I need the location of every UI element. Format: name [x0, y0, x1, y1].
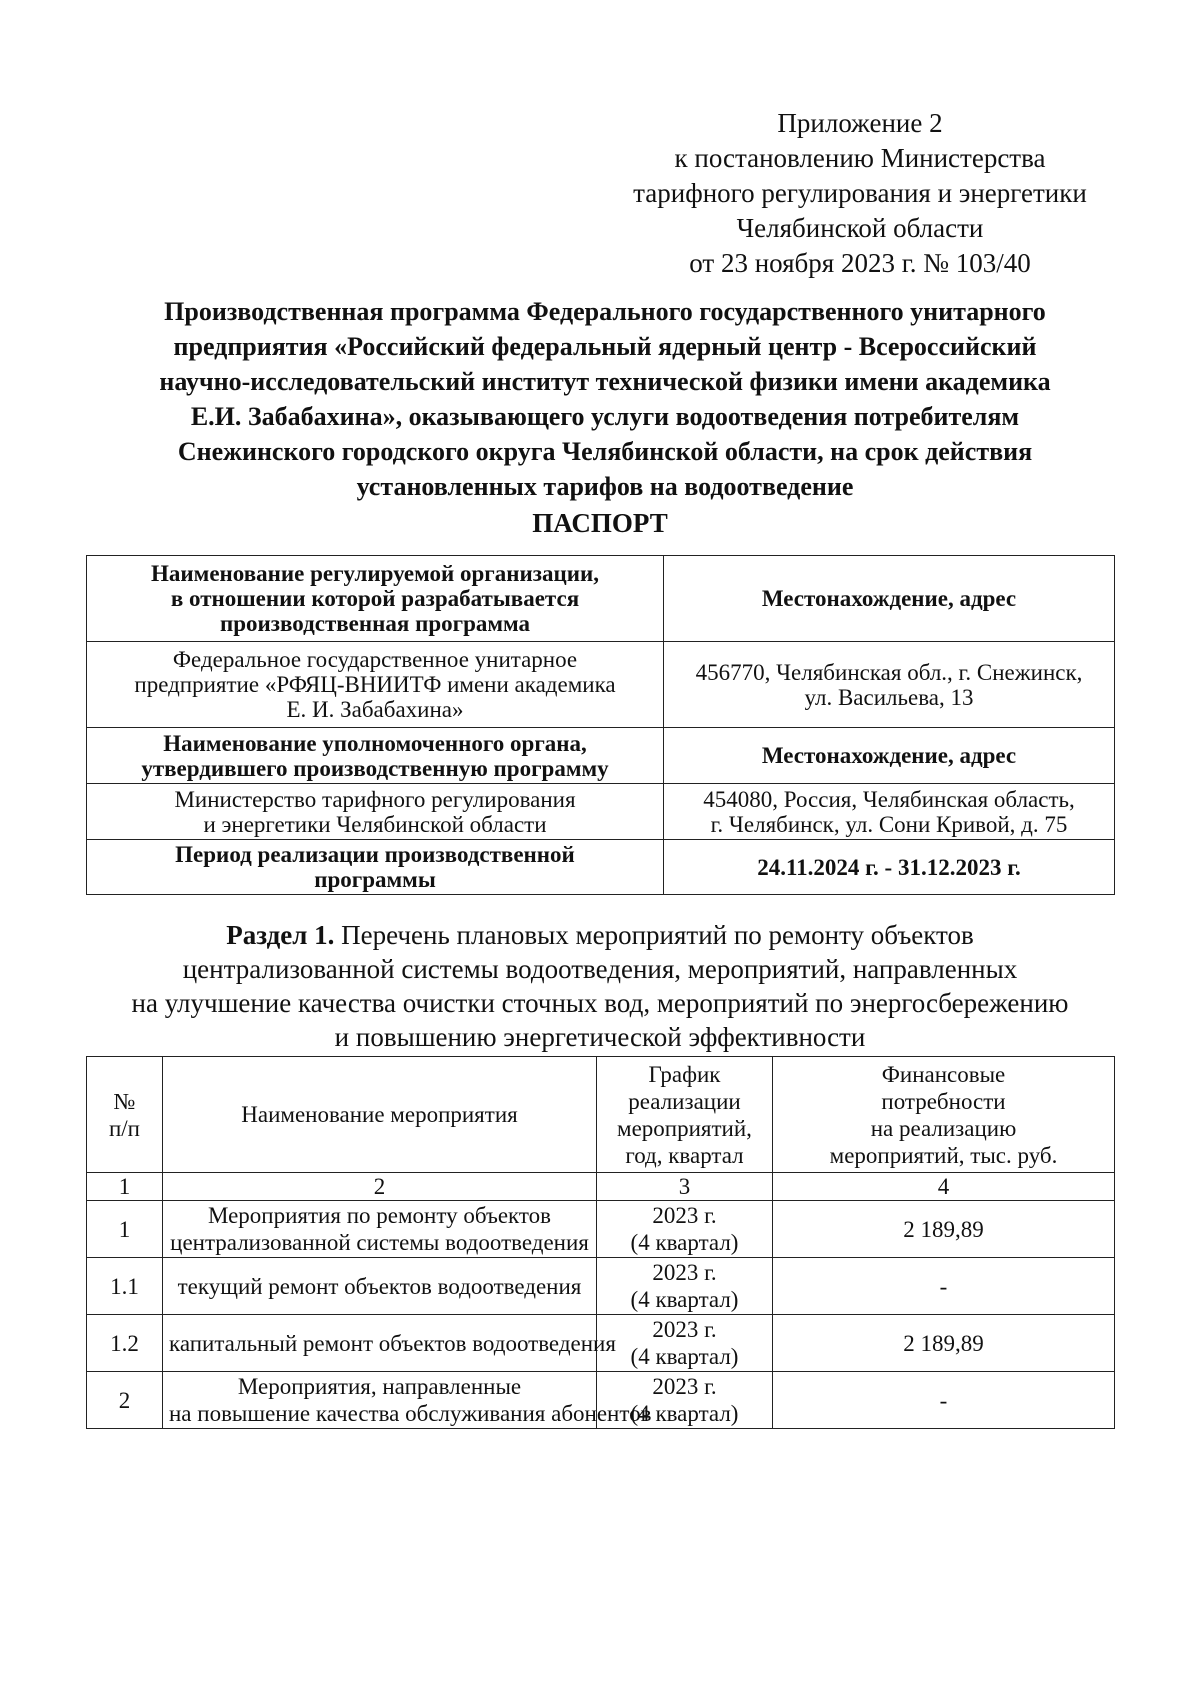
column-number-cell: 2 [163, 1173, 597, 1201]
authority-name-line: и энергетики Челябинской области [203, 811, 547, 837]
passport-row [87, 840, 1115, 895]
authority-address-line: 454080, Россия, Челябинская область, [703, 786, 1075, 812]
row-schedule-line: (4 квартал) [630, 1230, 739, 1255]
row-finance-cell: - [773, 1258, 1115, 1315]
appendix-reference [580, 106, 1140, 281]
schedule-header-line: мероприятий, [617, 1115, 752, 1141]
row-num-cell: 2 [87, 1372, 163, 1429]
authority-name-cell [87, 784, 664, 840]
name-header-cell: Наименование мероприятия [163, 1057, 597, 1173]
title-line: установленных тарифов на водоотведение [356, 472, 854, 501]
column-number-cell: 3 [597, 1173, 773, 1201]
org-header-line: Наименование регулируемой организации, [151, 561, 599, 586]
row-name-line: централизованной системы водоотведения [170, 1230, 589, 1255]
authority-header-line: утвердившего производственную программу [141, 755, 609, 781]
passport-row [87, 642, 1115, 728]
authority-address-header-cell: Местонахождение, адрес [664, 728, 1115, 784]
num-header-line: № [113, 1088, 136, 1114]
authority-name-line: Министерство тарифного регулирования [174, 786, 576, 812]
org-name-line: Е. И. Забабахина» [286, 697, 464, 722]
section-heading-text: Перечень плановых мероприятий по ремонту объектов [334, 920, 974, 950]
section-1-heading [80, 918, 1120, 1054]
authority-address-cell [664, 784, 1115, 840]
section-heading-line: на улучшение качества очистки сточных вод, мероприятий по энергосбережению [131, 988, 1069, 1018]
org-address-line: ул. Васильева, 13 [804, 684, 974, 710]
finance-header-line: Финансовые [881, 1061, 1006, 1087]
row-name-line: капитальный ремонт объектов водоотведения [169, 1330, 616, 1356]
authority-header-line: Наименование уполномоченного органа, [163, 730, 587, 756]
row-finance-cell: 2 189,89 [773, 1201, 1115, 1258]
schedule-header-line: реализации [628, 1088, 741, 1114]
schedule-header-line: год, квартал [625, 1142, 744, 1168]
row-name-cell [163, 1201, 597, 1258]
appendix-line: от 23 ноября 2023 г. № 103/40 [689, 248, 1031, 278]
row-num-cell: 1.2 [87, 1315, 163, 1372]
row-name-line: Мероприятия по ремонту объектов [207, 1203, 552, 1228]
org-header-line: производственная программа [219, 611, 531, 636]
finance-header-cell [773, 1057, 1115, 1173]
org-address-cell [664, 642, 1115, 728]
row-schedule-line: 2023 г. [652, 1260, 717, 1285]
org-address-header-cell: Местонахождение, адрес [664, 556, 1115, 642]
row-schedule-line: (4 квартал) [630, 1287, 739, 1312]
authority-header-cell [87, 728, 664, 784]
table-row [87, 1201, 1115, 1258]
section-heading-line [80, 918, 1120, 952]
row-name-cell [163, 1315, 616, 1372]
row-schedule-line: (4 квартал) [630, 1401, 739, 1426]
passport-row [87, 728, 1115, 784]
appendix-line: к постановлению Министерства [674, 143, 1046, 173]
finance-header-line: на реализацию [870, 1115, 1017, 1141]
period-header-line: программы [314, 867, 436, 892]
appendix-line: Приложение 2 [777, 108, 943, 138]
row-name-line: текущий ремонт объектов водоотведения [177, 1273, 582, 1299]
row-schedule-cell [597, 1315, 773, 1372]
row-schedule-cell [597, 1201, 773, 1258]
row-schedule-line: 2023 г. [652, 1317, 717, 1342]
num-header-line: п/п [108, 1115, 140, 1141]
row-finance-cell: 2 189,89 [773, 1315, 1115, 1372]
section-number: Раздел 1. [226, 920, 335, 950]
finance-header-line: потребности [881, 1088, 1006, 1114]
section-heading-line: и повышению энергетической эффективности [334, 1022, 866, 1052]
title-line: Снежинского городского округа Челябинской области, на срок действия [177, 437, 1033, 466]
appendix-line: Челябинской области [736, 213, 984, 243]
title-line: Е.И. Забабахина», оказывающего услуги водоотведения потребителям [190, 402, 1020, 431]
period-header-cell [87, 840, 664, 895]
row-schedule-line: 2023 г. [652, 1374, 717, 1399]
org-name-cell [87, 642, 664, 728]
period-value-cell: 24.11.2024 г. - 31.12.2023 г. [664, 840, 1115, 895]
appendix-line: тарифного регулирования и энергетики [633, 178, 1087, 208]
row-name-cell [163, 1258, 597, 1315]
row-schedule-line: (4 квартал) [630, 1344, 739, 1369]
passport-row [87, 556, 1115, 642]
table-row [87, 1258, 1115, 1315]
passport-row [87, 784, 1115, 840]
authority-address-line: г. Челябинск, ул. Сони Кривой, д. 75 [710, 811, 1068, 837]
title-line: Производственная программа Федерального государственного унитарного [164, 297, 1046, 326]
org-header-line: в отношении которой разрабатывается [170, 586, 580, 611]
passport-heading: ПАСПОРТ [532, 508, 668, 538]
org-address-line: 456770, Челябинская обл., г. Снежинск, [695, 659, 1083, 685]
table-row [87, 1372, 1115, 1429]
table-row [87, 1315, 1115, 1372]
schedule-header-line: График [648, 1061, 721, 1087]
org-header-cell [87, 556, 664, 642]
section-heading-line: централизованной системы водоотведения, мероприятий, направленных [182, 954, 1018, 984]
row-name-line: Мероприятия, направленные [237, 1374, 522, 1399]
column-number-cell: 4 [773, 1173, 1115, 1201]
num-header-cell [87, 1057, 163, 1173]
measures-header-row [87, 1057, 1115, 1173]
schedule-header-cell [597, 1057, 773, 1173]
title-line: научно-исследовательский институт технической физики имени академика [159, 367, 1051, 396]
row-num-cell: 1.1 [87, 1258, 163, 1315]
passport-table [86, 555, 1115, 895]
period-header-line: Период реализации производственной [175, 842, 575, 867]
org-name-line: Федеральное государственное унитарное [172, 647, 578, 672]
row-name-cell [163, 1372, 652, 1429]
org-name-line: предприятие «РФЯЦ-ВНИИТФ имени академика [134, 672, 616, 697]
row-name-line: на повышение качества обслуживания абонентов [169, 1401, 652, 1426]
row-schedule-line: 2023 г. [652, 1203, 717, 1228]
title-line: предприятия «Российский федеральный ядерный центр - Всероссийский [173, 332, 1037, 361]
row-schedule-cell [597, 1258, 773, 1315]
column-number-cell: 1 [87, 1173, 163, 1201]
measures-table [86, 1056, 1115, 1429]
column-number-row [87, 1173, 1115, 1201]
row-num-cell: 1 [87, 1201, 163, 1258]
finance-header-line: мероприятий, тыс. руб. [829, 1142, 1058, 1168]
row-finance-cell: - [773, 1372, 1115, 1429]
document-title [110, 294, 1100, 504]
